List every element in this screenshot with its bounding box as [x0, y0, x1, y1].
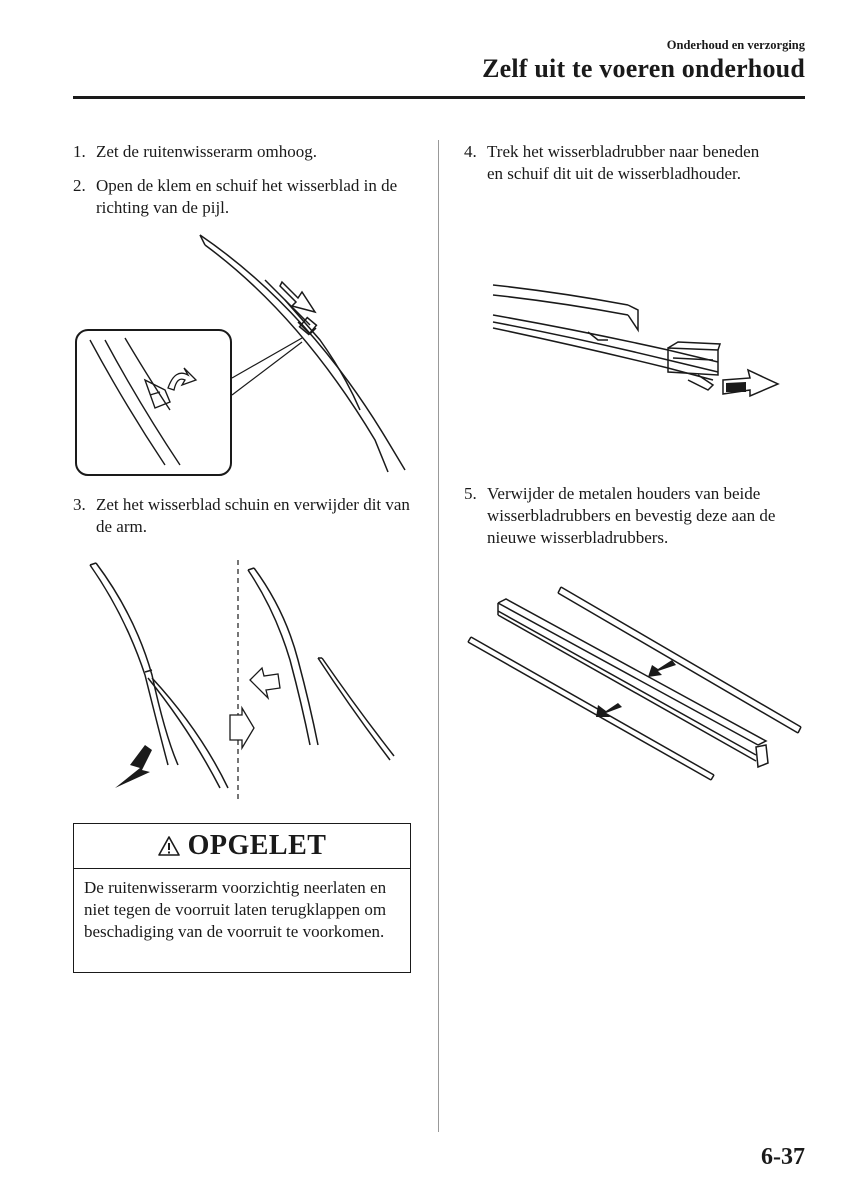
clip-release-illustration: [70, 230, 415, 480]
step-1-text: Zet de ruitenwisserarm omhoog.: [96, 142, 317, 161]
rubber-slide-illustration: [488, 280, 788, 410]
metal-holders-illustration: [466, 585, 806, 785]
tilt-arrow-icon: [250, 668, 280, 698]
step-5: [464, 483, 809, 549]
step-4: [464, 141, 764, 185]
step-2-number: 2.: [73, 176, 86, 195]
caution-title: OPGELET: [187, 830, 327, 861]
step-5-text: Verwijder de metalen houders van beide wisserbladrubbers en bevestig deze aan de nieuwe wisserbladrubbers.: [487, 484, 776, 547]
push-arrow-icon: [230, 708, 254, 748]
step-3-text: Zet het wisserblad schuin en verwijder dit van de arm.: [96, 495, 410, 536]
caution-body: De ruitenwisserarm voorzichtig neerlaten en niet tegen de voorruit laten terugklappen om beschadiging van de voorruit te voorkomen.: [84, 878, 387, 941]
insert-arrow-right-icon: [648, 660, 676, 677]
step-2: [73, 175, 418, 219]
step-2-text: Open de klem en schuif het wisserblad in de richting van de pijl.: [96, 176, 398, 217]
remove-direction-arrow-icon: [115, 745, 152, 788]
step-1-number: 1.: [73, 142, 86, 161]
column-divider: [438, 140, 439, 1132]
step-3-number: 3.: [73, 495, 86, 514]
caution-header: [74, 824, 410, 869]
blade-removal-illustration: [90, 560, 400, 805]
step-4-text: Trek het wisserbladrubber naar beneden en schuif dit uit de wisserbladhouder.: [487, 142, 760, 183]
step-1: [73, 141, 418, 163]
step-5-number: 5.: [464, 484, 477, 503]
step-3: [73, 494, 418, 538]
section-label: Onderhoud en verzorging: [666, 38, 805, 52]
step-4-number: 4.: [464, 142, 477, 161]
page-title: Zelf uit te voeren onderhoud: [482, 54, 805, 83]
header-rule: [73, 96, 805, 99]
caution-box: [73, 823, 411, 973]
page-number: 6-37: [761, 1144, 805, 1170]
warning-triangle-icon: [158, 836, 180, 856]
